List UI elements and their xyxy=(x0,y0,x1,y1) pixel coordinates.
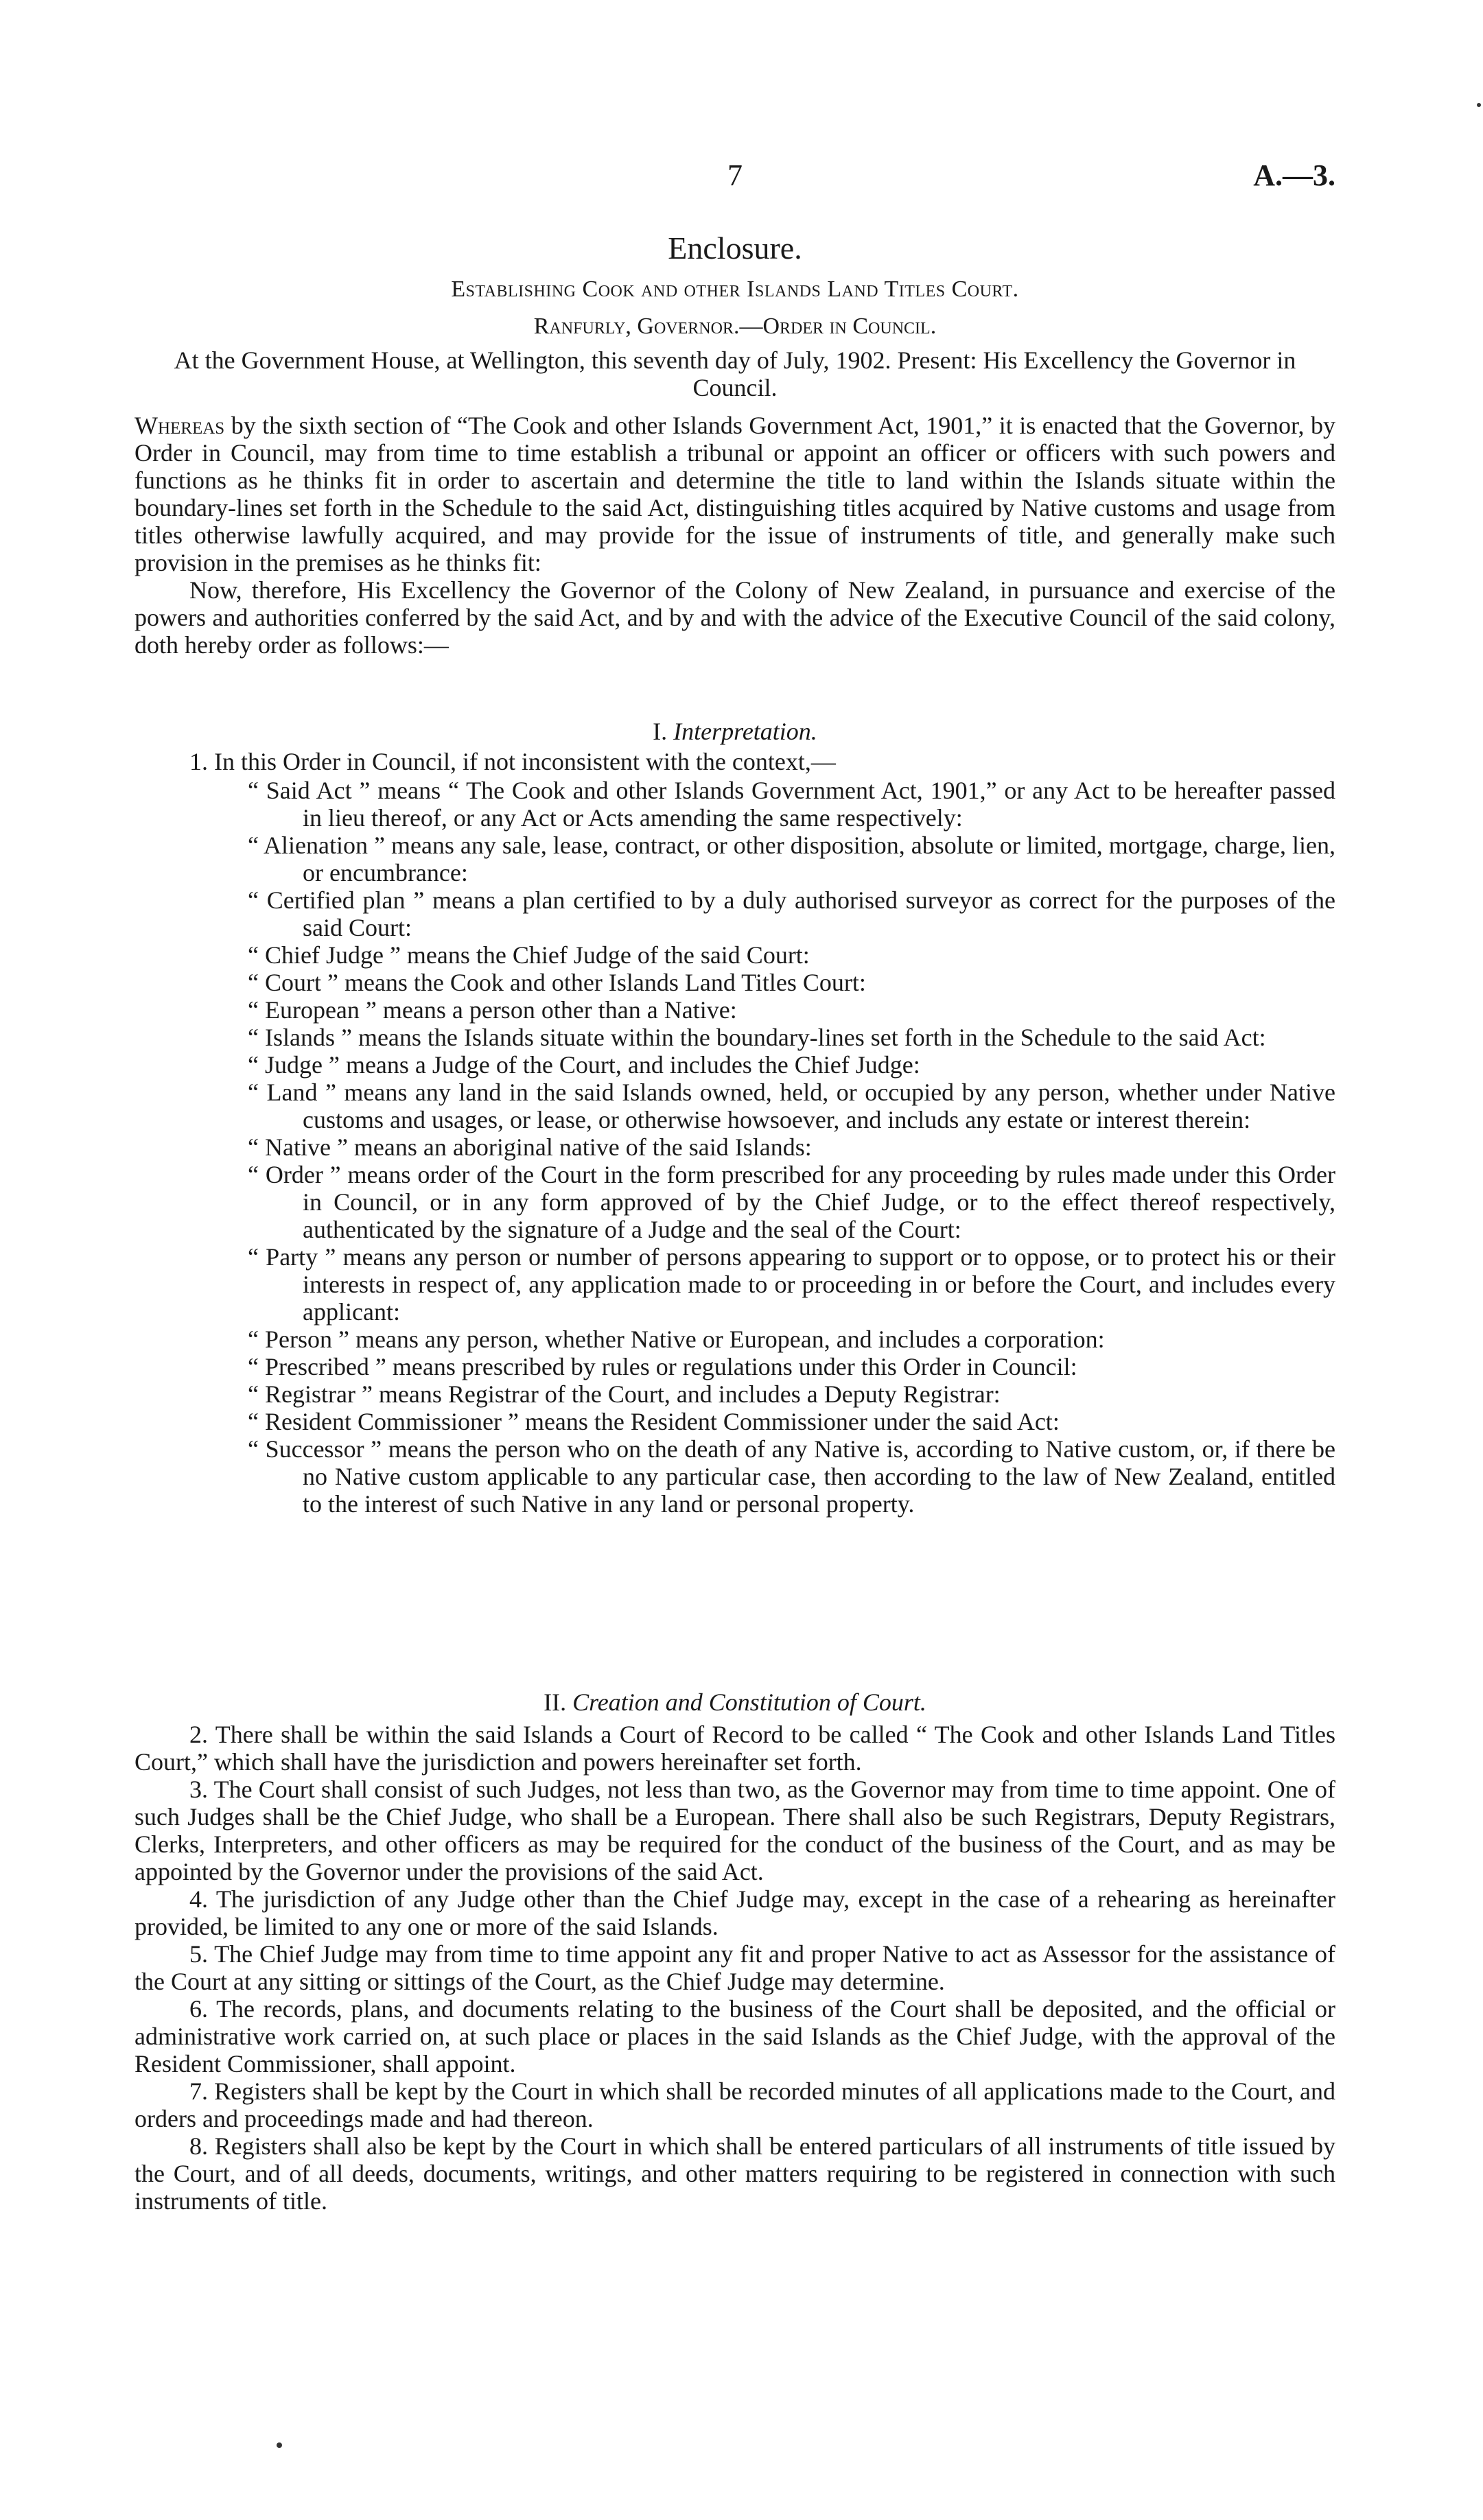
clause-3: 3. The Court shall consist of such Judges, not less than two, as the Governor may from time to time appoint. One of such Judges shall be the Chief Judge, who shall be a European. There shall also be such Registrars, Deputy Registrars, Clerks, Interpreters, and other officers as may be required for the conduct of the business of the Court, and as may be appointed by the Governor under the provisions of the said Act. xyxy=(135,1776,1335,1885)
whereas-word: Whereas xyxy=(135,412,225,439)
definition-resident-commissioner: “ Resident Commissioner ” means the Resident Commissioner under the said Act: xyxy=(248,1408,1060,1435)
definition-order: “ Order ” means order of the Court in the form prescribed for any proceeding by rules made under this Order in Council, or in any form approved of by the Chief Judge, or to the effect thereof respectively, authenticated by the signature of a Judge and the seal of the Court: xyxy=(248,1161,1335,1243)
section-title: Creation and Constitution of Court. xyxy=(572,1688,926,1716)
clause-1: 1. In this Order in Council, if not inconsistent with the context,— xyxy=(189,748,836,775)
page-number: 7 xyxy=(727,158,743,192)
definition-land: “ Land ” means any land in the said Islands owned, held, or occupied by any person, whether under Native customs and usages, or lease, or otherwise howsoever, and includs any estate or interest therein: xyxy=(248,1079,1335,1133)
scan-speck xyxy=(277,2442,282,2448)
clause-4: 4. The jurisdiction of any Judge other than the Chief Judge may, except in the case of a rehearing as hereinafter provided, be limited to any one or more of the said Islands. xyxy=(135,1885,1335,1940)
definition-islands: “ Islands ” means the Islands situate within the boundary-lines set forth in the Schedule to the said Act: xyxy=(248,1024,1266,1051)
definition-judge: “ Judge ” means a Judge of the Court, and includes the Chief Judge: xyxy=(248,1051,920,1079)
clause-5: 5. The Chief Judge may from time to time appoint any fit and proper Native to act as Assessor for the assistance of the Court at any sitting or sittings of the Court, as the Chief Judge may determine. xyxy=(135,1940,1335,1995)
court-heading: Establishing Cook and other Islands Land Titles Court. xyxy=(451,276,1019,302)
now-therefore-paragraph: Now, therefore, His Excellency the Governor of the Colony of New Zealand, in pursuance and exercise of the powers and authorities conferred by the said Act, and by and with the advice of the Executive Council of the said colony, doth hereby order as follows:— xyxy=(135,576,1335,659)
definition-chief-judge: “ Chief Judge ” means the Chief Judge of the said Court: xyxy=(248,941,810,969)
clause-8: 8. Registers shall also be kept by the Court in which shall be entered particulars of all instruments of title issued by the Court, and of all deeds, documents, writings, and other matters requiring to be registered in connection with such instruments of title. xyxy=(135,2132,1335,2215)
definition-certified-plan: “ Certified plan ” means a plan certified to by a duly authorised surveyor as correct for the purposes of the said Court: xyxy=(248,886,1335,941)
definition-successor: “ Successor ” means the person who on the death of any Native is, according to Native custom, or, if there be no Native custom applicable to any particular case, then according to the law of New Zealand, entitled to the interest of such Native in any land or personal property. xyxy=(248,1435,1335,1518)
section-title: Interpretation. xyxy=(673,718,817,745)
clause-2: 2. There shall be within the said Islands a Court of Record to be called “ The Cook and other Islands Land Titles Court,” which shall have the jurisdiction and powers hereinafter set forth. xyxy=(135,1721,1335,1776)
enclosure-title: Enclosure. xyxy=(668,231,802,266)
section-heading-creation xyxy=(135,1688,1335,1717)
definition-alienation: “ Alienation ” means any sale, lease, contract, or other disposition, absolute or limited, mortgage, charge, lien, or encumbrance: xyxy=(248,832,1335,886)
definition-said-act: “ Said Act ” means “ The Cook and other Islands Government Act, 1901,” or any Act to be hereafter passed in lieu thereof, or any Act or Acts amending the same respectively: xyxy=(248,777,1335,832)
clause-7: 7. Registers shall be kept by the Court in which shall be recorded minutes of all applications made to the Court, and orders and proceedings made and had thereon. xyxy=(135,2077,1335,2132)
scan-speck xyxy=(1477,103,1481,107)
whereas-text: by the sixth section of “The Cook and other Islands Government Act, 1901,” it is enacted that the Governor, by Order in Council, may from time to time establish a tribunal or appoint an officer or officers with such powers and functions as he thinks fit in order to ascertain and determine the title to land within the Islands situate within the boundary-lines set forth in the Schedule to the said Act, distinguishing titles acquired by Native customs and usage from titles otherwise lawfully acquired, and may provide for the issue of instruments of title, and generally make such provision in the premises as he thinks fit: xyxy=(135,412,1335,576)
definition-european: “ European ” means a person other than a Native: xyxy=(248,996,737,1024)
definition-party: “ Party ” means any person or number of persons appearing to support or to oppose, or to protect his or their interests in respect of, any application made to or proceeding in or before the Court, and includes every applicant: xyxy=(248,1243,1335,1326)
clauses-list xyxy=(135,1721,1335,2215)
document-reference: A.—3. xyxy=(1253,158,1335,192)
page-header xyxy=(135,158,1335,206)
whereas-paragraph xyxy=(135,412,1335,576)
present-line: At the Government House, at Wellington, this seventh day of July, 1902. Present: His Excellency the Governor in Council. xyxy=(174,346,1296,401)
definition-registrar: “ Registrar ” means Registrar of the Court, and includes a Deputy Registrar: xyxy=(248,1380,1001,1408)
definitions-list xyxy=(248,777,1335,1518)
definition-person: “ Person ” means any person, whether Native or European, and includes a corporation: xyxy=(248,1326,1105,1353)
definition-native: “ Native ” means an aboriginal native of the said Islands: xyxy=(248,1133,812,1161)
section-heading-interpretation xyxy=(135,717,1335,746)
clause-6: 6. The records, plans, and documents relating to the business of the Court shall be deposited, and the official or administrative work carried on, at such place or places in the said Islands as the Chief Judge, with the approval of the Resident Commissioner, shall appoint. xyxy=(135,1995,1335,2077)
section-number: I. xyxy=(653,718,668,745)
section-number: II. xyxy=(544,1688,567,1716)
definition-prescribed: “ Prescribed ” means prescribed by rules or regulations under this Order in Council: xyxy=(248,1353,1077,1380)
order-heading: Ranfurly, Governor.—Order in Council. xyxy=(533,314,937,339)
preamble xyxy=(135,412,1335,659)
definition-court: “ Court ” means the Cook and other Islands Land Titles Court: xyxy=(248,969,866,996)
